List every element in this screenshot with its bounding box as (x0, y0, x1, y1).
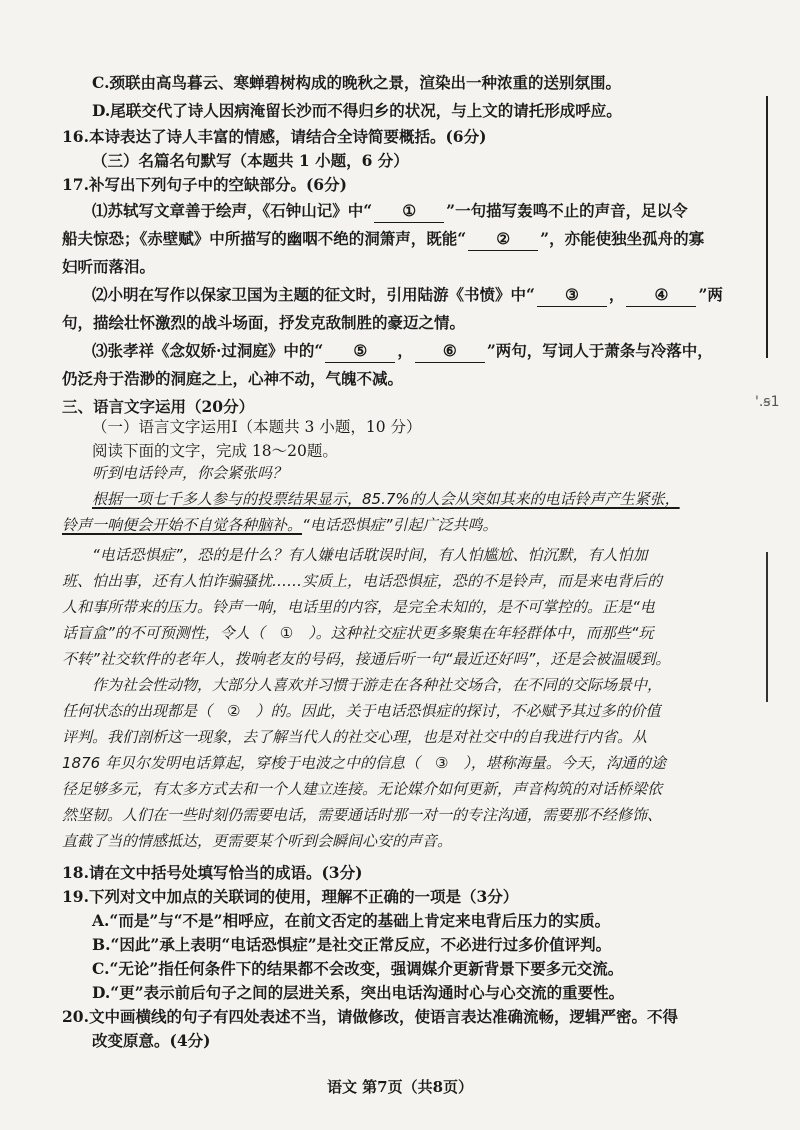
passage-line: 任何状态的出现都是（ ② ）的。因此，关于电话恐惧症的探讨，不必赋予其过多的价值 (62, 702, 661, 720)
question-20: 20.文中画横线的句子有四处表述不当，请做修改，使语言表达准确流畅，逻辑严密。不得 (62, 1007, 678, 1026)
option-c-line: C.颈联由高鸟暮云、寒蝉碧树构成的晚秋之景，渲染出一种浓重的送别氛围。 (92, 73, 621, 92)
passage-line: 1876 年贝尔发明电话算起，穿梭于电波之中的信息（ ③ ），堪称海量。今天，沟通的途 (62, 754, 666, 772)
question-16: 16.本诗表达了诗人丰富的情感，请结合全诗简要概括。(6分) (62, 127, 487, 146)
question-17: 17.补写出下列句子中的空缺部分。(6分) (62, 175, 347, 194)
option-d[interactable]: D.“更”表示前后句子之间的层进关系，突出电话沟通时心与心交流的重要性。 (92, 983, 625, 1002)
section-heading-dictation: （三）名篇名句默写（本题共 1 小题，6 分） (92, 151, 409, 170)
blank-3[interactable]: ③ (537, 284, 607, 307)
blank-2[interactable]: ② (468, 228, 538, 251)
q17-item1-line3: 妇听而落泪。 (62, 257, 156, 276)
option-b[interactable]: B.“因此”承上表明“电话恐惧症”是社交正常反应，不必进行过多价值评判。 (92, 935, 612, 954)
blank-4[interactable]: ④ (626, 284, 696, 307)
passage-line: 人和事所带来的压力。铃声一响，电话里的内容，是完全未知的，是不可掌控的。正是“电 (62, 598, 655, 616)
passage-line: 班、怕出事，还有人怕诈骗骚扰……实质上，电话恐惧症，恐的不是铃声，而是来电背后的 (62, 572, 663, 590)
passage-line: 评判。我们剖析这一现象，去了解当代人的社交心理，也是对社交中的自我进行内省。从 (62, 728, 648, 746)
blank-6[interactable]: ⑥ (415, 340, 485, 363)
option-d-line: D.尾联交代了诗人因病淹留长沙而不得归乡的状况，与上文的请托形成呼应。 (92, 101, 622, 120)
passage-line: 不转”社交软件的老年人，拨响老友的号码，接通后听一句“最近还好吗”，还是会被温暖到。 (62, 650, 671, 668)
question-19: 19.下列对文中加点的关联词的使用，理解不正确的一项是（3分） (62, 887, 519, 906)
question-18: 18.请在文中括号处填写恰当的成语。(3分) (62, 863, 363, 882)
passage-line: 直截了当的情感抵达，更需要某个听到会瞬间心安的声音。 (62, 832, 453, 850)
q17-item1-line2: 船夫惊恐；《赤壁赋》中所描写的幽咽不绝的洞箫声，既能“ ② ”，亦能使独坐孤舟的寡 (62, 228, 704, 251)
passage-line: 铃声一响便会开始不自觉各种脑补。“电话恐惧症”引起广泛共鸣。 (62, 516, 498, 534)
margin-bar (766, 552, 768, 702)
q17-item2-line1: ⑵小明在写作以保家卫国为主题的征文时，引用陆游《书愤》中“ ③ ， ④ ”两 (92, 284, 723, 307)
passage-line: 话盲盒”的不可预测性，令人（ ① ）。这种社交症状更多聚集在年轻群体中，而那些“玩 (62, 624, 654, 642)
margin-bar (766, 96, 768, 358)
passage-line: 作为社会性动物，大部分人喜欢并习惯于游走在各种社交场合，在不同的交际场景中， (92, 676, 663, 694)
section-3-subtitle: （一）语言文字运用Ⅰ（本题共 3 小题，10 分） (92, 418, 422, 436)
passage-line: 然坚韧。人们在一些时刻仍需要电话，需要通话时那一对一的专注沟通，需要那不经修饰、 (62, 806, 663, 824)
option-c[interactable]: C.“无论”指任何条件下的结果都不会改变，强调媒介更新背景下要多元交流。 (92, 959, 624, 978)
question-20-cont: 改变原意。(4分) (92, 1031, 211, 1050)
page-footer: 语文 第7页（共8页） (326, 1078, 474, 1096)
blank-5[interactable]: ⑤ (325, 340, 395, 363)
margin-mark: ꞌ.ꞩ1 (755, 394, 780, 410)
q17-item2-line2: 句，描绘壮怀激烈的战斗场面，抒发克敌制胜的豪迈之情。 (62, 313, 466, 332)
passage-underlined-sentence: 铃声一响便会开始不自觉各种脑补。 (62, 516, 303, 534)
q17-item3-line2: 仍泛舟于浩渺的洞庭之上，心神不动，气魄不减。 (62, 369, 404, 388)
passage-line: 径足够多元，有太多方式去和一个人建立连接。无论媒介如何更新，声音构筑的对话桥梁依 (62, 780, 663, 798)
section-3-title: 三、语言文字运用（20分） (62, 397, 255, 416)
passage-underlined-sentence: 根据一项七千多人参与的投票结果显示，85.7%的人会从突如其来的电话铃声产生紧张， (92, 490, 680, 508)
passage-line: “电话恐惧症”，恐的是什么？有人嫌电话耽误时间，有人怕尴尬、怕沉默，有人怕加 (92, 546, 648, 564)
option-a[interactable]: A.“而是”与“不是”相呼应，在前文否定的基础上肯定来电背后压力的实质。 (92, 911, 611, 930)
q17-item1-line1: ⑴苏轼写文章善于绘声，《石钟山记》中“ ① ”一句描写轰鸣不止的声音，足以令 (92, 200, 688, 223)
blank-1[interactable]: ① (374, 200, 444, 223)
passage-title: 听到电话铃声，你会紧张吗？ (92, 464, 288, 482)
reading-instruction: 阅读下面的文字，完成 18～20题。 (92, 442, 338, 460)
q17-item3-line1: ⑶张孝祥《念奴娇·过洞庭》中的“ ⑤ ， ⑥ ”两句，写词人于萧条与冷落中， (92, 340, 713, 363)
